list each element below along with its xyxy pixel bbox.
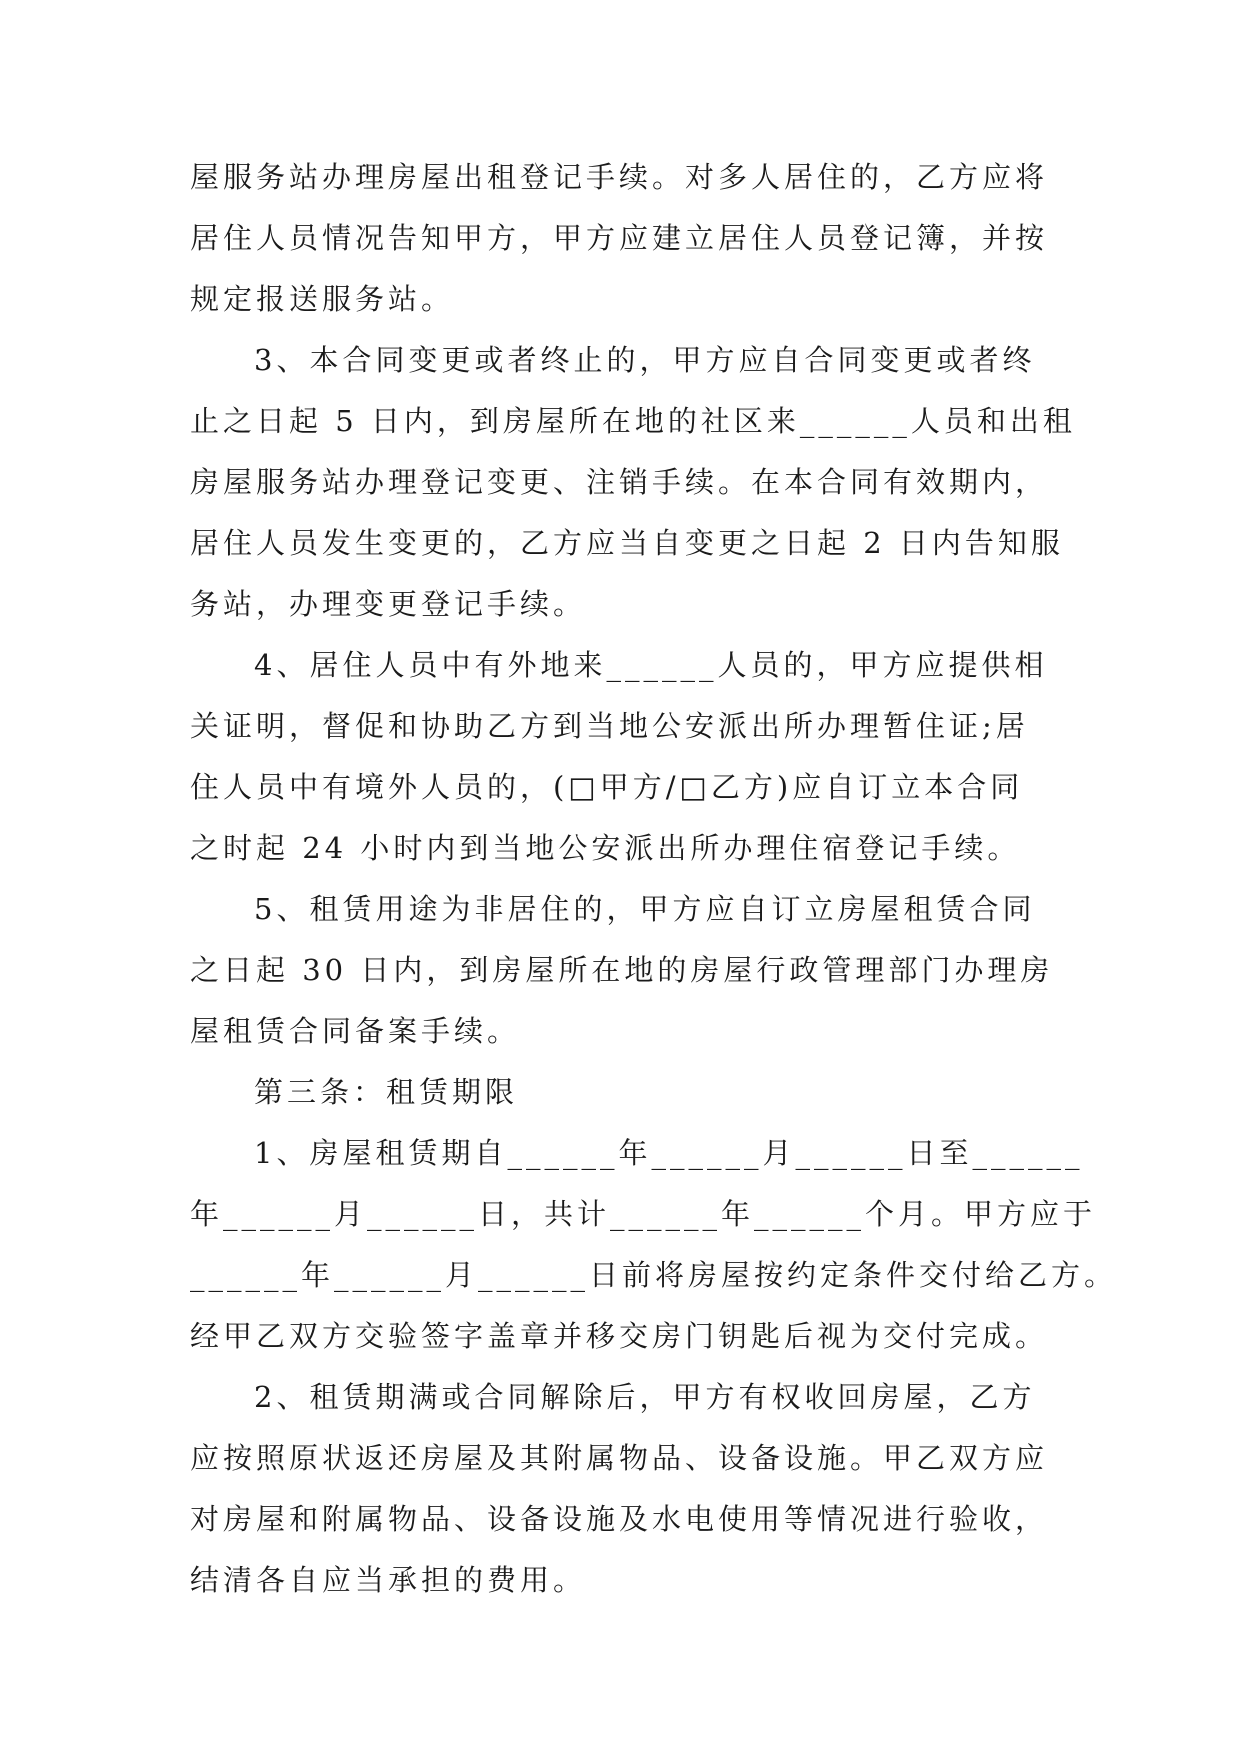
term-clause-1-line-3: ______年______月______日前将房屋按约定条件交付给乙方。 [190,1258,1118,1292]
clause-4-line-2: 关证明，督促和协助乙方到当地公安派出所办理暂住证;居 [190,709,1029,743]
clause-3-line-1: 3、本合同变更或者终止的，甲方应自合同变更或者终 [254,343,1036,377]
clause-3-line-4: 居住人员发生变更的，乙方应当自变更之日起 2 日内告知服 [190,526,1064,560]
contract-body [190,158,1118,1622]
text-line-1: 屋服务站办理房屋出租登记手续。对多人居住的，乙方应将 [190,160,1049,194]
clause-4-line-4: 之时起 24 小时内到当地公安派出所办理住宿登记手续。 [190,831,1021,865]
clause-3-line-5: 务站，办理变更登记手续。 [190,587,587,621]
clause-3-line-2: 止之日起 5 日内，到房屋所在地的社区来______人员和出租 [190,404,1076,438]
term-clause-2-line-4: 结清各自应当承担的费用。 [190,1563,587,1597]
term-clause-1-line-1: 1、房屋租赁期自______年______月______日至______ [254,1136,1084,1170]
article-3-heading: 第三条：租赁期限 [254,1075,519,1109]
text-line-3: 规定报送服务站。 [190,282,455,316]
clause-4-line-1: 4、居住人员中有外地来______人员的，甲方应提供相 [254,648,1048,682]
term-clause-2-line-1: 2、租赁期满或合同解除后，甲方有权收回房屋，乙方 [254,1380,1036,1414]
clause-5-line-1: 5、租赁用途为非居住的，甲方应自订立房屋租赁合同 [254,892,1036,926]
text-line-2: 居住人员情况告知甲方，甲方应建立居住人员登记簿，并按 [190,221,1049,255]
term-clause-1-line-4: 经甲乙双方交验签字盖章并移交房门钥匙后视为交付完成。 [190,1319,1049,1353]
clause-5-line-3: 屋租赁合同备案手续。 [190,1014,521,1048]
clause-5-line-2: 之日起 30 日内，到房屋所在地的房屋行政管理部门办理房 [190,953,1054,987]
clause-3-line-3: 房屋服务站办理登记变更、注销手续。在本合同有效期内， [190,465,1049,499]
term-clause-1-line-2: 年______月______日，共计______年______个月。甲方应于 [190,1197,1097,1231]
clause-4-line-3: 住人员中有境外人员的，(□甲方/□乙方)应自订立本合同 [190,770,1024,804]
term-clause-2-line-3: 对房屋和附属物品、设备设施及水电使用等情况进行验收， [190,1502,1049,1536]
term-clause-2-line-2: 应按照原状返还房屋及其附属物品、设备设施。甲乙双方应 [190,1441,1049,1475]
